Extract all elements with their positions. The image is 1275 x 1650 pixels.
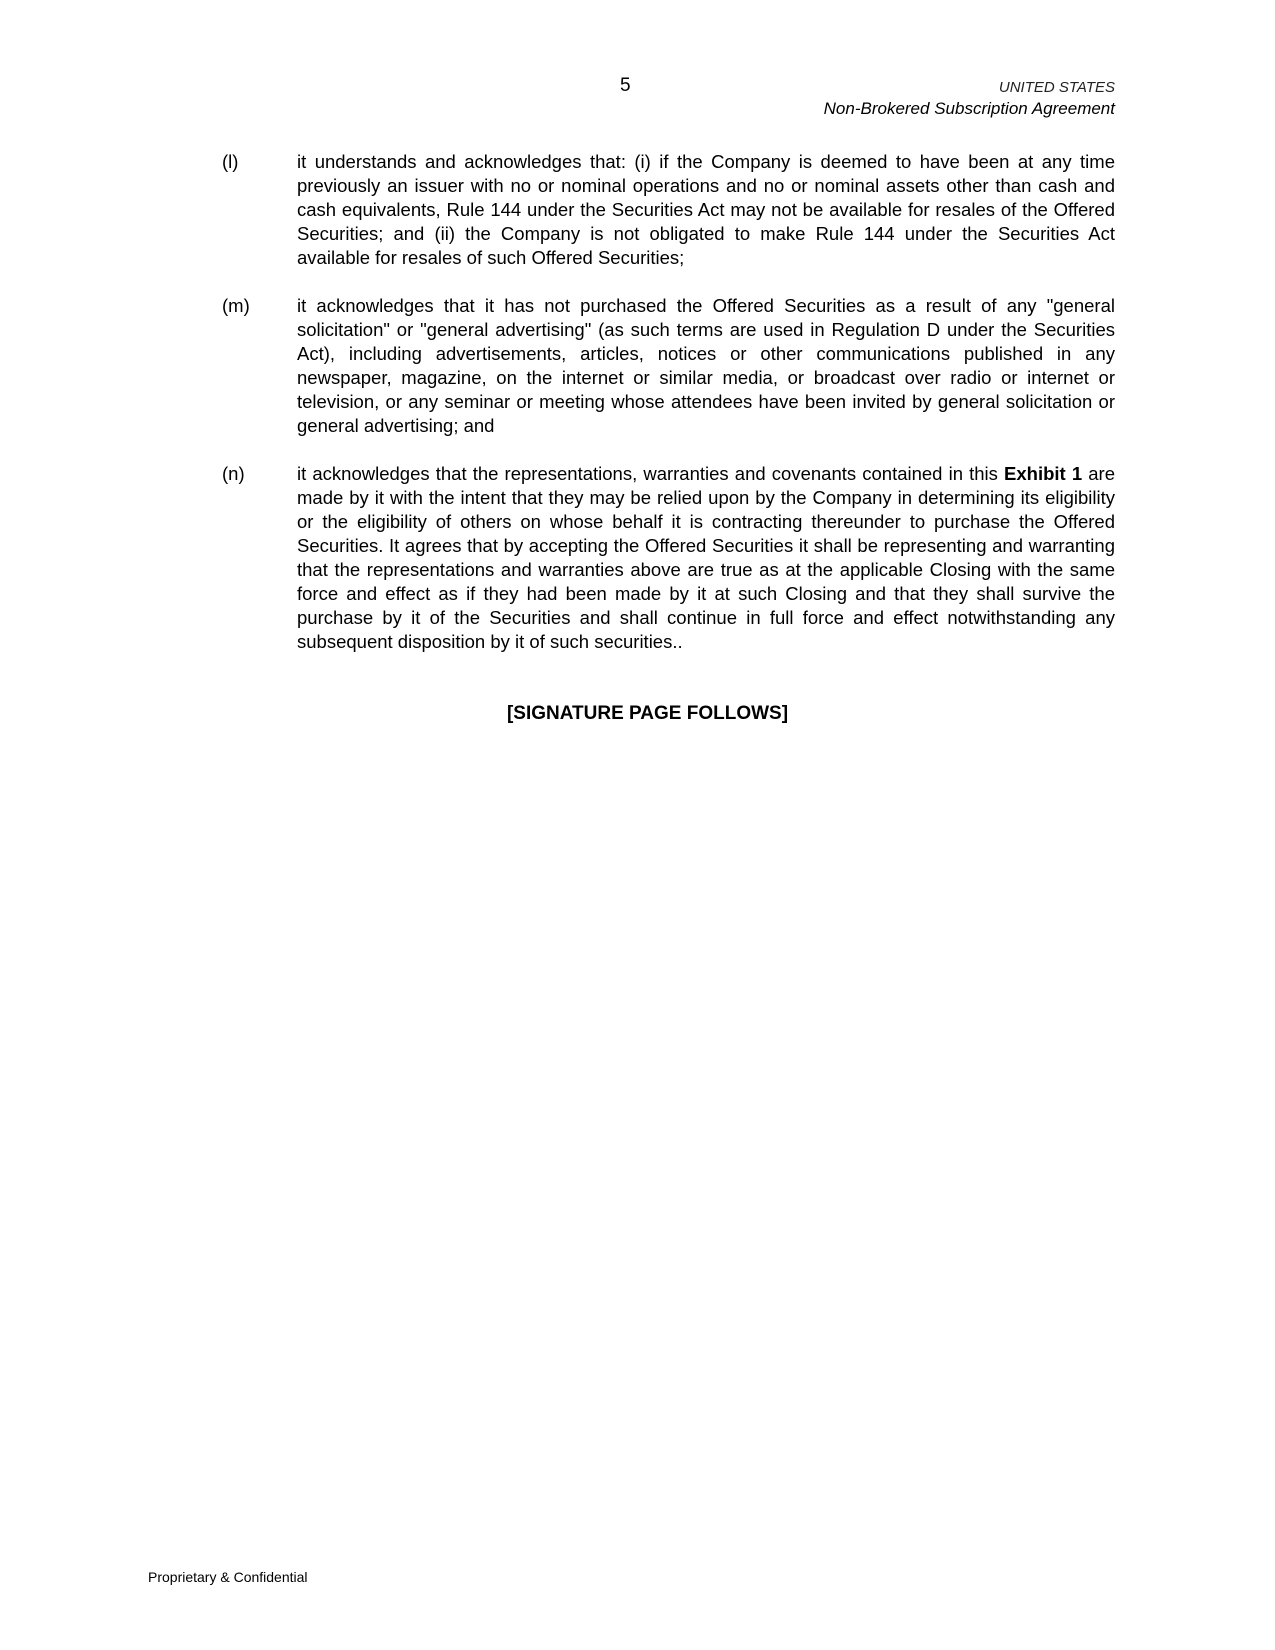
clause-l <box>222 150 1115 270</box>
clause-text <box>297 462 1115 654</box>
clause-label: (n) <box>222 463 245 484</box>
footer-confidential: Proprietary & Confidential <box>148 1569 308 1585</box>
header-country: UNITED STATES <box>998 79 1115 96</box>
clause-text: it acknowledges that it has not purchased the Offered Securities as a result of any "general solicitation" or "general advertising" (as such terms are used in Regulation D under the Securities Act), including advertisements, articles, notices or other communications published in any newspaper, magazine, on the internet or similar media, or broadcast over radio or internet or television, or any seminar or meeting whose attendees have been invited by general solicitation or general advertising; and <box>297 295 1115 436</box>
clause-label: (l) <box>222 151 239 172</box>
header-title: Non-Brokered Subscription Agreement <box>823 99 1115 118</box>
clause-label: (m) <box>222 295 250 316</box>
clause-n <box>222 462 1115 654</box>
page-number: 5 <box>620 75 631 96</box>
clause-text-after: are made by it with the intent that they may be relied upon by the Company in determining its eligibility or the eligibility of others on whose behalf it is contracting thereunder to purchase the Offered Securities. It agrees that by accepting the Offered Securities it shall be representing and warranting that the representations and warranties above are true as at the applicable Closing with the same force and effect as if they had been made by it at such Closing and that they shall survive the purchase by it of the Securities and shall continue in full force and effect notwithstanding any subsequent disposition by it of such securities.. <box>297 463 1115 652</box>
clause-text: it understands and acknowledges that: (i) if the Company is deemed to have been at any time previously an issuer with no or nominal operations and no or nominal assets other than cash and cash equivalents, Rule 144 under the Securities Act may not be available for resales of the Offered Securities; and (ii) the Company is not obligated to make Rule 144 under the Securities Act available for resales of such Offered Securities; <box>297 151 1115 268</box>
running-header <box>824 78 1115 120</box>
exhibit-reference: Exhibit 1 <box>1004 463 1083 484</box>
clause-text-before: it acknowledges that the representations, warranties and covenants contained in this <box>297 463 1005 484</box>
clause-m <box>222 294 1115 438</box>
signature-page-notice: [SIGNATURE PAGE FOLLOWS] <box>506 703 789 724</box>
